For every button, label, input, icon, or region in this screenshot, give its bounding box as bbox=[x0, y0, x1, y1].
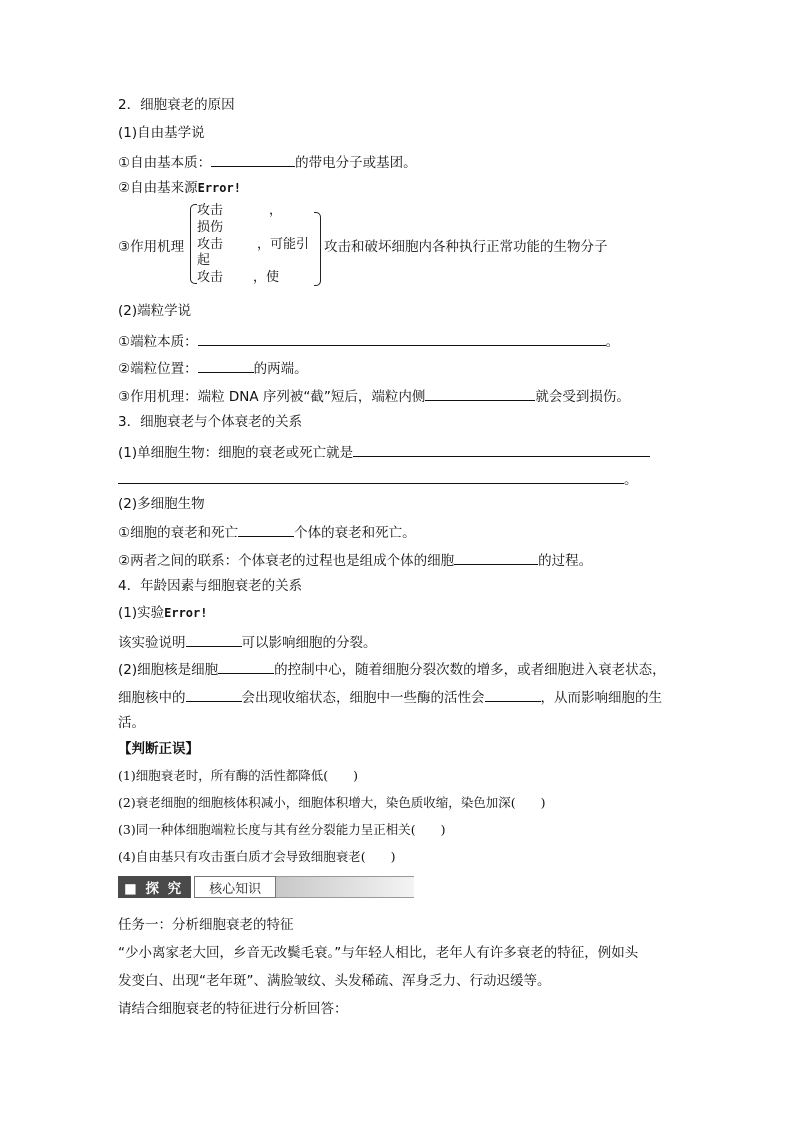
mechanism-label: ③作用机理 bbox=[118, 239, 185, 255]
telomere-position-line: ②端粒位置： 的两端。 bbox=[118, 357, 308, 379]
mechanism-row-5: 攻击 ，使 bbox=[197, 270, 280, 285]
blank-multi-cell-2[interactable] bbox=[454, 549, 538, 565]
free-radical-nature-prefix: ①自由基本质： bbox=[118, 155, 212, 171]
multi-cell-line-2: ②两者之间的联系：个体衰老的过程也是组成个体的细胞 的过程。 bbox=[118, 549, 592, 571]
error-text: Error! bbox=[164, 606, 208, 620]
blank-free-radical-nature[interactable] bbox=[211, 151, 295, 167]
single-cell-line-2: 。 bbox=[118, 468, 638, 490]
blank-nucleus-3[interactable] bbox=[485, 686, 541, 702]
blank-telomere-mechanism[interactable] bbox=[425, 385, 535, 401]
left-brace bbox=[190, 204, 197, 284]
task-paragraph-1: “少小离家老大回，乡音无改鬓毛衰。”与年轻人相比，老年人有许多衰老的特征，例如头 bbox=[118, 945, 639, 961]
blank-single-cell-1[interactable] bbox=[353, 441, 650, 457]
free-radical-source-prefix: ②自由基来源 bbox=[118, 180, 198, 196]
blank-single-cell-2[interactable] bbox=[118, 468, 624, 484]
judge-item: (1)细胞衰老时，所有酶的活性都降低( ) bbox=[118, 768, 358, 783]
telomere-theory-heading: (2)端粒学说 bbox=[118, 303, 192, 319]
mechanism-result: 攻击和破坏细胞内各种执行正常功能的生物分子 bbox=[324, 239, 608, 255]
multi-cell-heading: (2)多细胞生物 bbox=[118, 496, 205, 512]
blank-nucleus-2[interactable] bbox=[186, 686, 242, 702]
free-radical-theory-heading: (1)自由基学说 bbox=[118, 125, 205, 141]
section-3-heading: 3．细胞衰老与个体衰老的关系 bbox=[118, 414, 303, 430]
blank-nucleus-1[interactable] bbox=[218, 658, 274, 674]
blank-telomere-nature[interactable] bbox=[198, 330, 606, 346]
nucleus-line-3: 活。 bbox=[118, 715, 145, 731]
blank-telomere-position[interactable] bbox=[198, 357, 254, 373]
telomere-mechanism-line: ③作用机理：端粒 DNA 序列被“截”短后，端粒内侧 就会受到损伤。 bbox=[118, 385, 630, 407]
experiment-note-line: 该实验说明 可以影响细胞的分裂。 bbox=[118, 631, 377, 653]
explore-label: ■ 探 究 bbox=[118, 876, 191, 898]
task-paragraph-3: 请结合细胞衰老的特征进行分析回答： bbox=[118, 1001, 348, 1017]
judge-heading: 【判断正误】 bbox=[118, 741, 199, 757]
blank-multi-cell-1[interactable] bbox=[238, 521, 294, 537]
judge-item: (2)衰老细胞的细胞核体积减小，细胞体积增大，染色质收缩，染色加深( ) bbox=[118, 795, 546, 810]
section-bar-fade bbox=[276, 876, 414, 898]
free-radical-nature-suffix: 的带电分子或基团。 bbox=[295, 155, 417, 171]
experiment-line: (1)实验Error! bbox=[118, 605, 208, 621]
telomere-nature-line: ①端粒本质： 。 bbox=[118, 330, 619, 352]
blank-experiment[interactable] bbox=[186, 631, 242, 647]
nucleus-line-1: (2)细胞核是细胞 的控制中心，随着细胞分裂次数的增多，或者细胞进入衰老状态， bbox=[118, 658, 666, 680]
error-text: Error! bbox=[197, 181, 241, 195]
task-paragraph-2: 发变白、出现“老年斑”、满脸皱纹、头发稀疏、浑身乏力、行动迟缓等。 bbox=[118, 973, 551, 989]
section-4-heading: 4．年龄因素与细胞衰老的关系 bbox=[118, 578, 303, 594]
mechanism-row-4: 起 bbox=[197, 253, 211, 268]
multi-cell-line-1: ①细胞的衰老和死亡 个体的衰老和死亡。 bbox=[118, 521, 416, 543]
mechanism-row-1: 攻击 ， bbox=[197, 203, 283, 218]
task-title: 任务一：分析细胞衰老的特征 bbox=[118, 917, 294, 933]
explore-section-bar bbox=[118, 876, 414, 898]
core-knowledge-label: 核心知识 bbox=[194, 876, 276, 898]
right-brace bbox=[314, 212, 321, 286]
single-cell-line: (1)单细胞生物：细胞的衰老或死亡就是 bbox=[118, 441, 650, 463]
judge-item: (3)同一种体细胞端粒长度与其有丝分裂能力呈正相关( ) bbox=[118, 822, 446, 837]
section-2-heading: 2．细胞衰老的原因 bbox=[118, 97, 235, 113]
judge-item: (4)自由基只有攻击蛋白质才会导致细胞衰老( ) bbox=[118, 849, 396, 864]
nucleus-line-2: 细胞核中的 会出现收缩状态，细胞中一些酶的活性会 ，从而影响细胞的生 bbox=[118, 686, 662, 708]
mechanism-row-3: 攻击 ，可能引 bbox=[197, 237, 310, 252]
free-radical-nature-line bbox=[118, 151, 417, 173]
mechanism-row-2: 损伤 bbox=[197, 220, 224, 235]
free-radical-source-line bbox=[118, 178, 241, 198]
